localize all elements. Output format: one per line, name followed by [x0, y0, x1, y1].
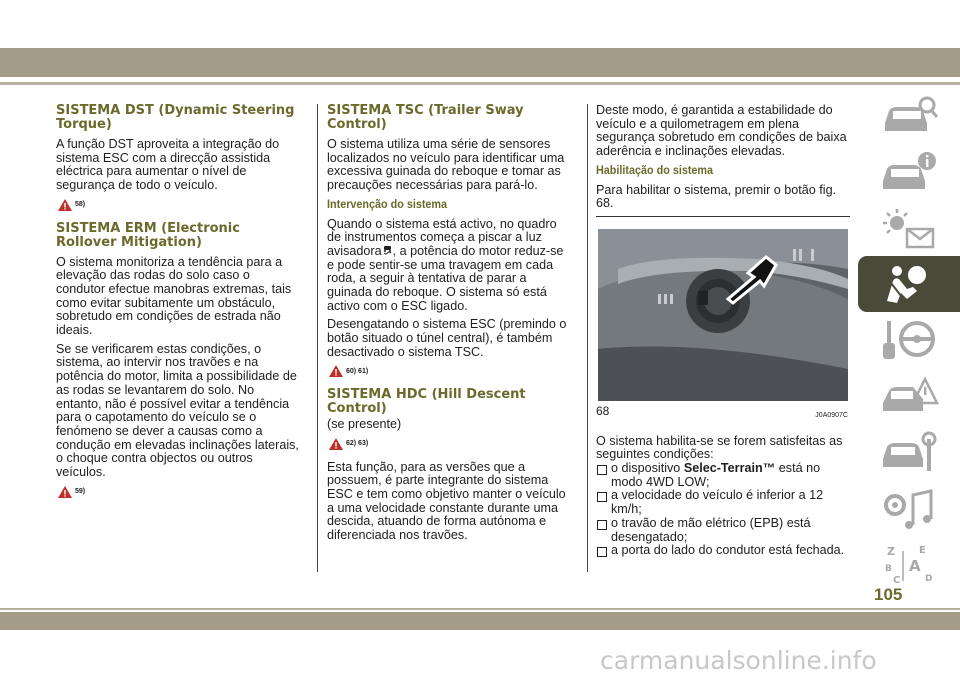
condition-item-4: a porta do lado do condutor está fechada. [596, 544, 852, 558]
erm-warning [58, 485, 302, 499]
svg-text:Z: Z [887, 545, 895, 558]
sidebar-item-knowing-vehicle[interactable] [858, 88, 960, 144]
hdc-warning-ref: 62) 63) [346, 439, 369, 447]
dst-title: SISTEMA DST (Dynamic Steering Torque) [56, 103, 295, 132]
intervention-paragraph-2: Desengatando o sistema ESC (premindo o botão situado o túnel central), é também desactivado o sistema TSC. [327, 317, 567, 359]
hdc-subtitle: (se presente) [327, 417, 402, 432]
conditions-intro: O sistema habilita-se se forem satisfeitas as seguintes condições: [596, 433, 843, 462]
top-band [0, 48, 960, 77]
erm-paragraph-1: O sistema monitoriza a tendência para a elevação das rodas do solo caso o condutor efectue manobras extremas, tais como evitar subitamente um obstáculo, sobretudo em condições de estrada não ideais. [56, 254, 292, 338]
figure-68-photo [598, 229, 848, 401]
sidebar-item-safety[interactable] [858, 256, 960, 312]
hdc-body: Esta função, para as versões que a possuem, é parte integrante do sistema ESC e tem como objetivo manter o veículo a uma velocidade constante durante uma descida, atuando de forma autónoma e diferenciada nos travões. [327, 459, 566, 543]
condition-item-1 [596, 462, 852, 489]
condition-item-2: a velocidade do veículo é inferior a 12 km/h; [596, 489, 852, 516]
column-divider-2 [587, 104, 588, 572]
warning-icon [58, 486, 72, 498]
sidebar-item-servicing[interactable] [858, 424, 960, 480]
figure-top-rule [596, 216, 850, 217]
dst-warning [58, 198, 302, 212]
sidebar-item-starting-driving[interactable] [858, 312, 960, 368]
top-band-line [0, 82, 960, 85]
condition-item-3: o travão de mão elétrico (EPB) está desengatado; [596, 517, 852, 544]
svg-text:C: C [893, 575, 901, 586]
dst-warning-ref: 58) [75, 200, 86, 208]
column-divider-1 [317, 104, 318, 572]
condition-1-post: está no modo 4WD LOW; [611, 461, 821, 489]
airbag-safety-icon [879, 261, 939, 307]
sidebar-item-technical-data[interactable] [858, 480, 960, 536]
car-info-icon [879, 149, 939, 195]
hdc-title: SISTEMA HDC (Hill Descent Control) [327, 387, 526, 417]
figure-code: J0A0907C [815, 411, 848, 419]
page-number: 105 [874, 585, 903, 604]
tsc-body: O sistema utiliza uma série de sensores localizados no veículo para identificar uma excessiva guinada do reboque e tomar as precauções necessárias para pará-lo. [327, 137, 565, 193]
alphabet-index-icon [879, 541, 939, 587]
key-steering-wheel-icon [879, 317, 939, 363]
warning-icon [58, 199, 72, 211]
watermark-text: carmanualsonline.info [600, 646, 877, 675]
dst-body: A função DST aproveita a integração do sistema ESC com a direcção assistida eléctrica para aumentar o nível de segurança de todo o veículo. [56, 137, 280, 193]
car-search-icon [879, 93, 939, 139]
hdc-warning [329, 437, 573, 451]
column-2 [327, 104, 573, 548]
esc-warning-light-icon [382, 245, 393, 256]
intervention-paragraph-1 [327, 218, 573, 314]
condition-1-pre: o dispositivo [611, 461, 684, 476]
car-wrench-icon [879, 429, 939, 475]
condition-1-bold: Selec-Terrain™ [683, 461, 776, 476]
sidebar-item-emergency[interactable] [858, 368, 960, 424]
tsc-title: SISTEMA TSC (Trailer Sway Control) [327, 103, 524, 132]
sidebar-item-index[interactable] [858, 536, 960, 592]
svg-text:B: B [885, 564, 892, 574]
erm-warning-ref: 59) [75, 487, 86, 495]
sidebar-item-warning-lights[interactable] [858, 200, 960, 256]
technical-specs-icon [879, 485, 939, 531]
enable-title: Habilitação do sistema [596, 162, 714, 177]
warning-light-message-icon [879, 205, 939, 251]
intervention-text-a: Quando o sistema está activo, no quadro de instrumentos começa a piscar a luz avisadora [327, 216, 557, 258]
erm-title: SISTEMA ERM (Electronic Rollover Mitigation) [56, 220, 240, 250]
column-3 [596, 104, 852, 558]
warning-icon [329, 365, 343, 377]
intervention-title: Intervenção do sistema [327, 196, 448, 211]
console-photo-illustration [598, 229, 848, 401]
bottom-band-line [0, 608, 960, 610]
svg-text:D: D [925, 574, 933, 584]
chapter-sidebar [858, 88, 960, 592]
figure-number: 68 [596, 403, 610, 418]
intervention-text-b: , a potência do motor reduz-se e pode sentir-se uma travagem em cada roda, a seguir à tentativa de parar a guinada do reboque. O sistema só está activo com o ESC ligado. [327, 243, 564, 313]
tsc-warning [329, 365, 573, 379]
svg-text:A: A [909, 557, 921, 575]
erm-paragraph-2: Se se verificarem estas condições, o sistema, ao intervir nos travões e na potência do motor, limita a possibilidade de as rodas se levantarem do solo. No entanto, não é possível evitar a tendência para o capotamento do veículo se o fenómeno se dever a causas como a condução em elevadas inclinações laterais, o choque contra objectos ou outros veículos. [56, 341, 299, 480]
svg-text:E: E [919, 545, 926, 556]
bottom-band [0, 612, 960, 630]
stability-paragraph: Deste modo, é garantida a estabilidade do veículo e a quilometragem em plena segurança sobretudo em condições de baixa aderência e inclinações elevadas. [596, 103, 847, 159]
tsc-warning-ref: 60) 61) [346, 367, 369, 375]
column-1 [56, 104, 302, 508]
sidebar-item-dashboard[interactable] [858, 144, 960, 200]
car-emergency-icon [879, 373, 939, 419]
warning-icon [329, 438, 343, 450]
enable-body: Para habilitar o sistema, premir o botão fig. 68. [596, 182, 837, 211]
figure-caption [596, 405, 848, 423]
